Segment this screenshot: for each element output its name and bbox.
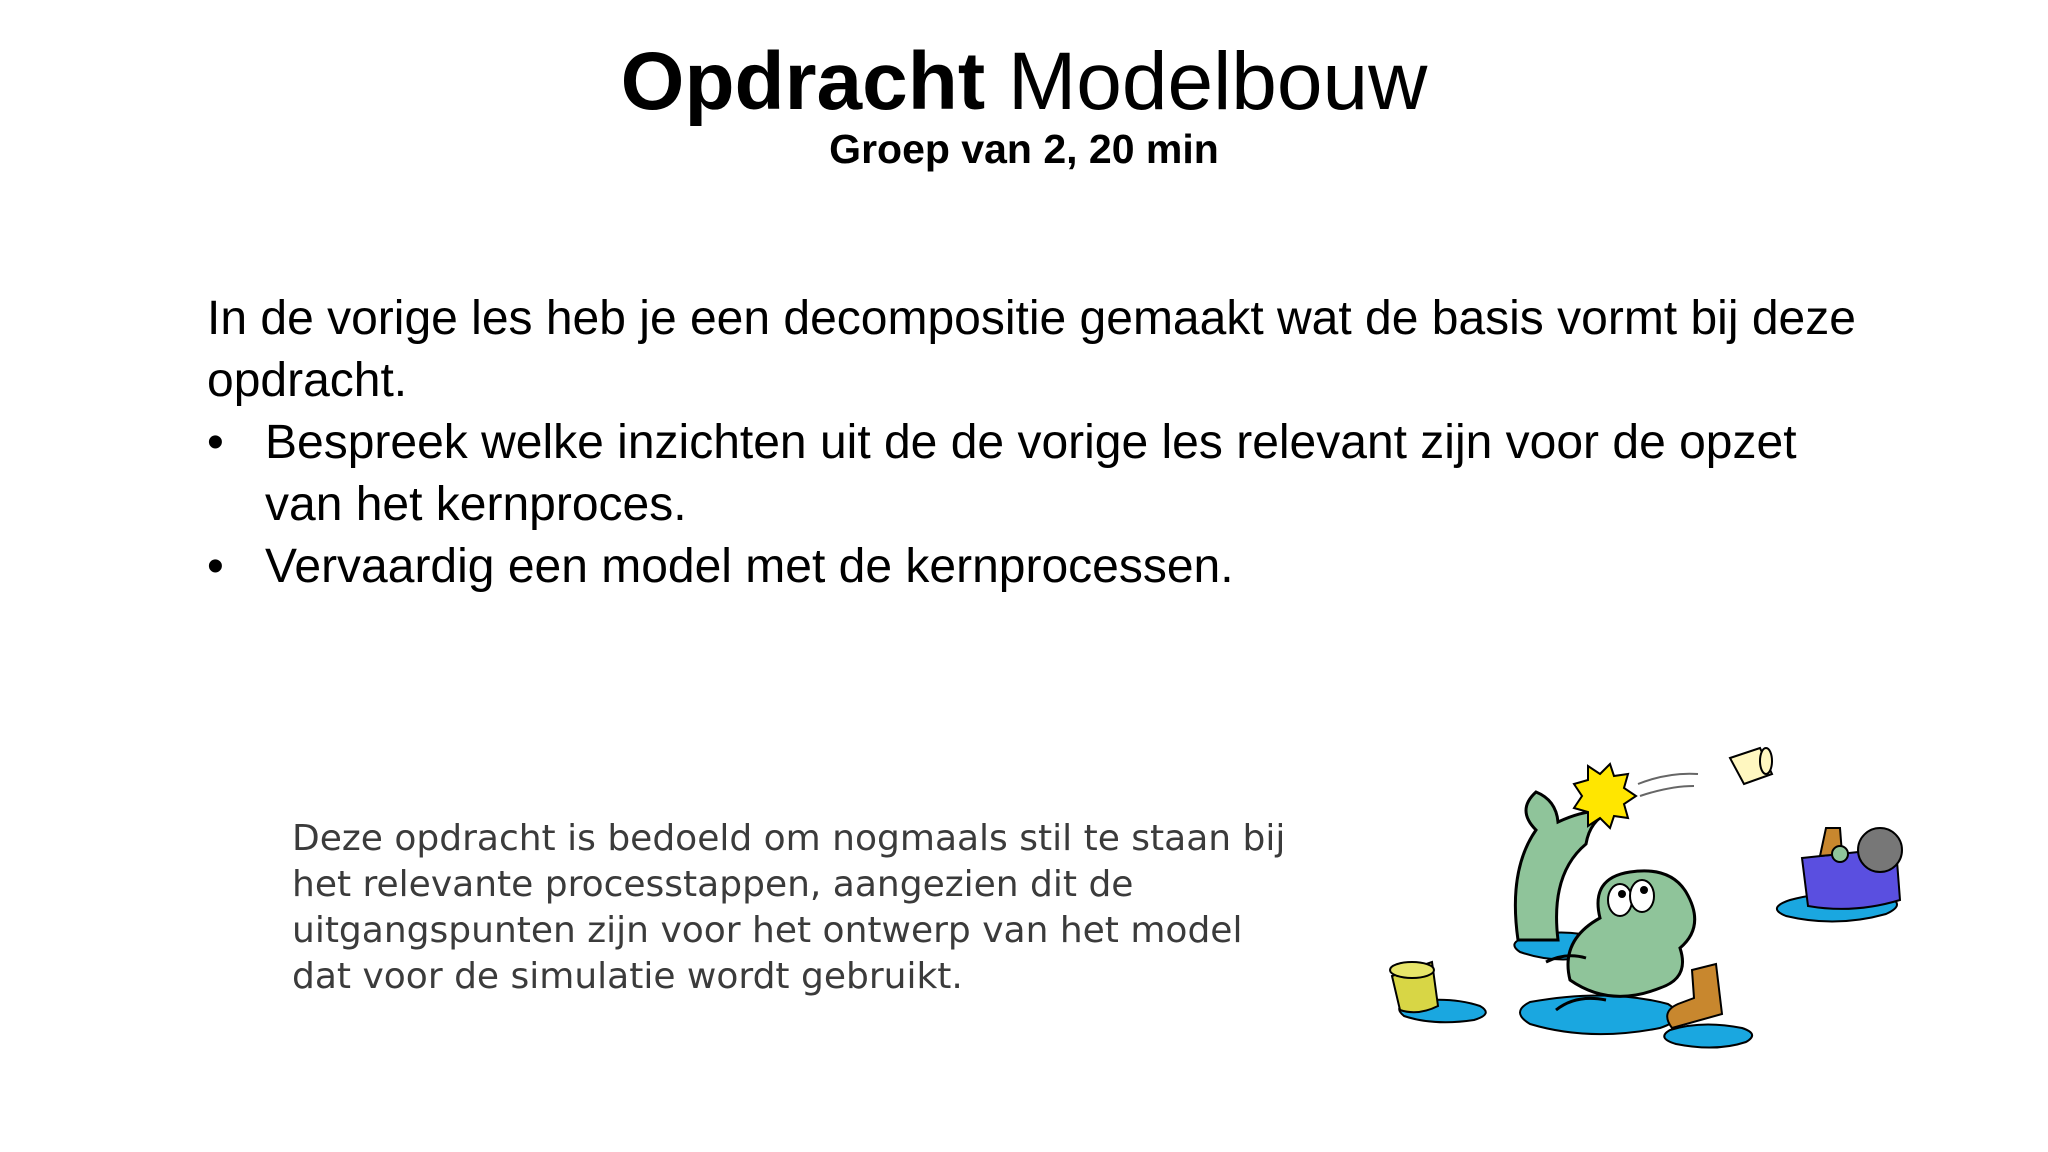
intro-text: In de vorige les heb je een decompositie gemaakt wat de basis vormt bij deze opdracht. (207, 292, 1856, 407)
water-puddle-icon (1520, 995, 1677, 1034)
title-rest: Modelbouw (1007, 36, 1428, 127)
bullet-text: Bespreek welke inzichten uit de de vorige les relevant zijn voor de opzet van het kernproces. (265, 416, 1797, 531)
frog-eye-icon (1630, 880, 1654, 912)
bullet-list (207, 412, 1887, 598)
bullet-item (207, 412, 1887, 536)
title-bold: Opdracht (620, 36, 986, 127)
frog-eye-icon (1608, 884, 1632, 916)
water-puddle-icon (1664, 1024, 1752, 1047)
bullet-text: Vervaardig een model met de kernprocessen. (265, 540, 1234, 593)
bullet-item (207, 536, 1887, 598)
note-text: Deze opdracht is bedoeld om nogmaals stil te staan bij het relevante processtappen, aangezien dit de uitgangspunten zijn voor het ontwerp van het model dat voor de simulatie wordt gebruikt. (292, 818, 1286, 997)
slide-title (0, 34, 2048, 130)
frog-cartoon-icon (1370, 730, 1930, 1060)
bullet-dot: • (207, 540, 224, 593)
bullet-dot: • (207, 416, 224, 469)
slide-body (207, 288, 1887, 598)
slide-subtitle: Groep van 2, 20 min (829, 126, 1219, 172)
wheel-icon (1858, 828, 1902, 872)
